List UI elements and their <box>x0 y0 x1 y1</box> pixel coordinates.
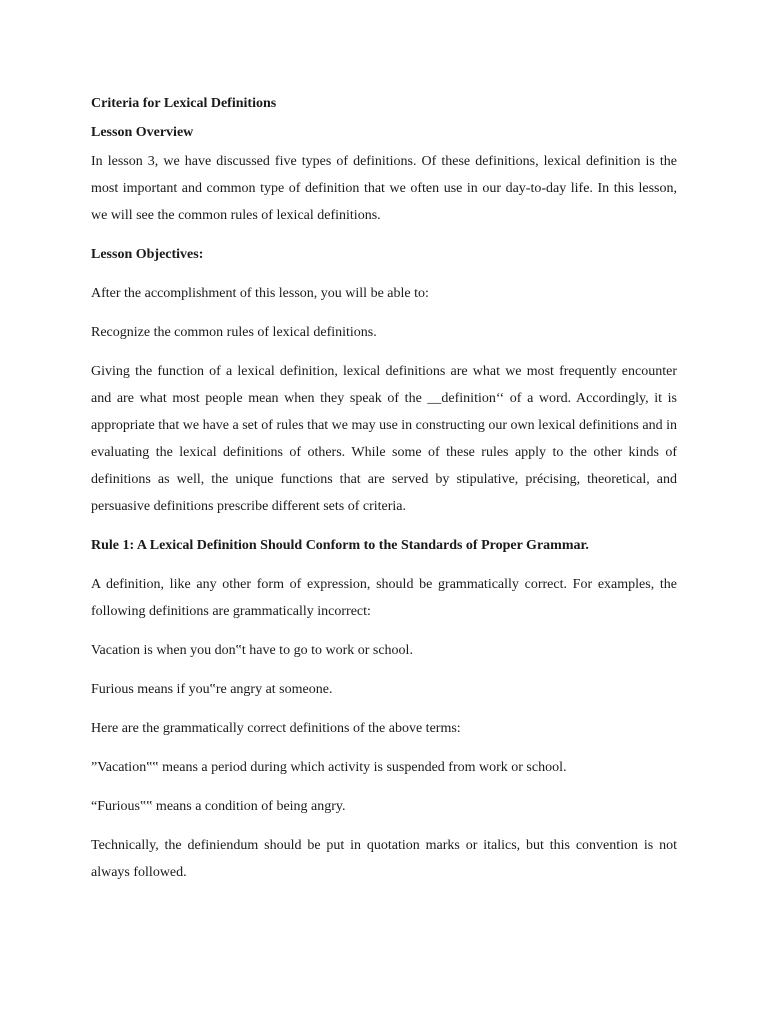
incorrect-example: Furious means if you‟re angry at someone. <box>91 682 333 697</box>
rule1-paragraph: A definition, like any other form of expression, should be grammatically correct. For examples, the following definitions are grammatically incorrect: <box>91 577 677 619</box>
overview-heading: Lesson Overview <box>91 125 194 140</box>
incorrect-example: Vacation is when you don‟t have to go to work or school. <box>91 643 413 658</box>
intro-paragraph: In lesson 3, we have discussed five types of definitions. Of these definitions, lexical definition is the most important and common type of definition that we often use in our day-to-day life. In this lesson, we will see the common rules of lexical definitions. <box>91 154 677 223</box>
function-paragraph: Giving the function of a lexical definition, lexical definitions are what we most frequently encounter and are what most people mean when they speak of the __definition‘‘ of a word. Accordingly, it is appropriate that we have a set of rules that we may use in constructing our own lexical definitions and in evaluating the lexical definitions of others. While some of these rules apply to the other kinds of definitions as well, the unique functions that are served by stipulative, précising, theoretical, and persuasive definitions prescribe different sets of criteria. <box>91 364 677 514</box>
correct-example: “Furious‟‟ means a condition of being angry. <box>91 799 346 814</box>
correct-example: ”Vacation‟‟ means a period during which activity is suspended from work or school. <box>91 760 567 775</box>
document-title: Criteria for Lexical Definitions <box>91 96 277 111</box>
objectives-heading: Lesson Objectives: <box>91 247 204 262</box>
objective-item: Recognize the common rules of lexical definitions. <box>91 325 377 340</box>
objectives-intro: After the accomplishment of this lesson, you will be able to: <box>91 286 429 301</box>
rule1-heading: Rule 1: A Lexical Definition Should Conform to the Standards of Proper Grammar. <box>91 538 589 553</box>
correct-definitions-intro: Here are the grammatically correct definitions of the above terms: <box>91 721 461 736</box>
closing-paragraph: Technically, the definiendum should be put in quotation marks or italics, but this convention is not always followed. <box>91 838 677 880</box>
